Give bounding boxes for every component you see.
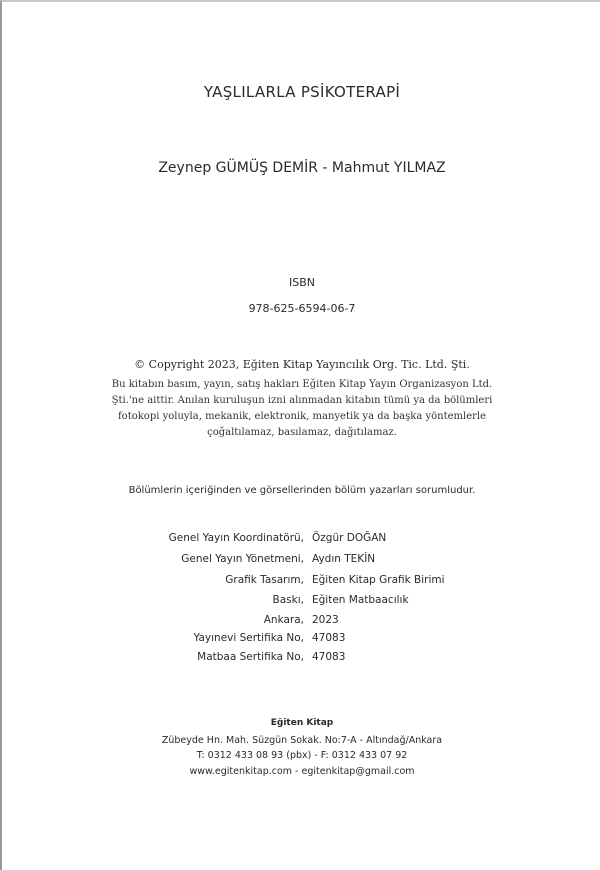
isbn-label: ISBN [288, 276, 315, 289]
publisher-web: www.egitenkitap.com - egitenkitap@gmail.com [189, 766, 415, 777]
credit-value: Eğiten Kitap Grafik Birimi [312, 574, 445, 586]
credit-label: Genel Yayın Yönetmeni, [181, 553, 304, 565]
credit-row [2, 594, 600, 612]
rights-notice: Bu kitabın basım, yayın, satış hakları Eğiten Kitap Yayın Organizasyon Ltd. Şti.'ne aittir. Anılan kuruluşun izni alınmadan kitabın tümü ya da bölümleri fotokopi yoluyla, mekanik, elektronik, manyetik ya da başka yöntemlerle çoğaltılamaz, basılamaz, dağıtılamaz. [111, 379, 493, 438]
credit-label: Genel Yayın Koordinatörü, [168, 532, 304, 544]
credit-label: Baskı, [272, 594, 304, 606]
credit-row [2, 632, 600, 650]
book-authors: Zeynep GÜMÜŞ DEMİR - Mahmut YILMAZ [158, 160, 446, 176]
credit-row [2, 614, 600, 632]
credit-value: Eğiten Matbaacılık [312, 594, 409, 606]
credit-value: Aydın TEKİN [312, 553, 376, 565]
credit-row [2, 553, 600, 571]
copyright-line: © Copyright 2023, Eğiten Kitap Yayıncılık Org. Tic. Ltd. Şti. [134, 358, 470, 371]
publisher-address: Zübeyde Hn. Mah. Süzgün Sokak. No:7-A - Altındağ/Ankara [161, 735, 443, 746]
credit-row [2, 532, 600, 550]
credit-label: Grafik Tasarım, [225, 574, 304, 586]
credit-label: Ankara, [263, 614, 304, 626]
responsibility-note: Bölümlerin içeriğinden ve görsellerinden bölüm yazarları sorumludur. [128, 485, 476, 496]
credit-label: Yayınevi Sertifika No, [193, 632, 304, 644]
credit-label: Matbaa Sertifika No, [197, 651, 304, 663]
credit-row [2, 651, 600, 669]
isbn-number: 978-625-6594-06-7 [248, 302, 356, 315]
credit-row [2, 574, 600, 592]
publisher-phone: T: 0312 433 08 93 (pbx) - F: 0312 433 07 92 [196, 750, 408, 761]
credit-value: 2023 [312, 614, 339, 626]
book-title: YAŞLILARLA PSİKOTERAPİ [203, 83, 401, 101]
credit-value: Özgür DOĞAN [312, 532, 387, 544]
publisher-name: Eğiten Kitap [270, 718, 334, 728]
credit-value: 47083 [312, 632, 346, 644]
credit-value: 47083 [312, 651, 346, 663]
